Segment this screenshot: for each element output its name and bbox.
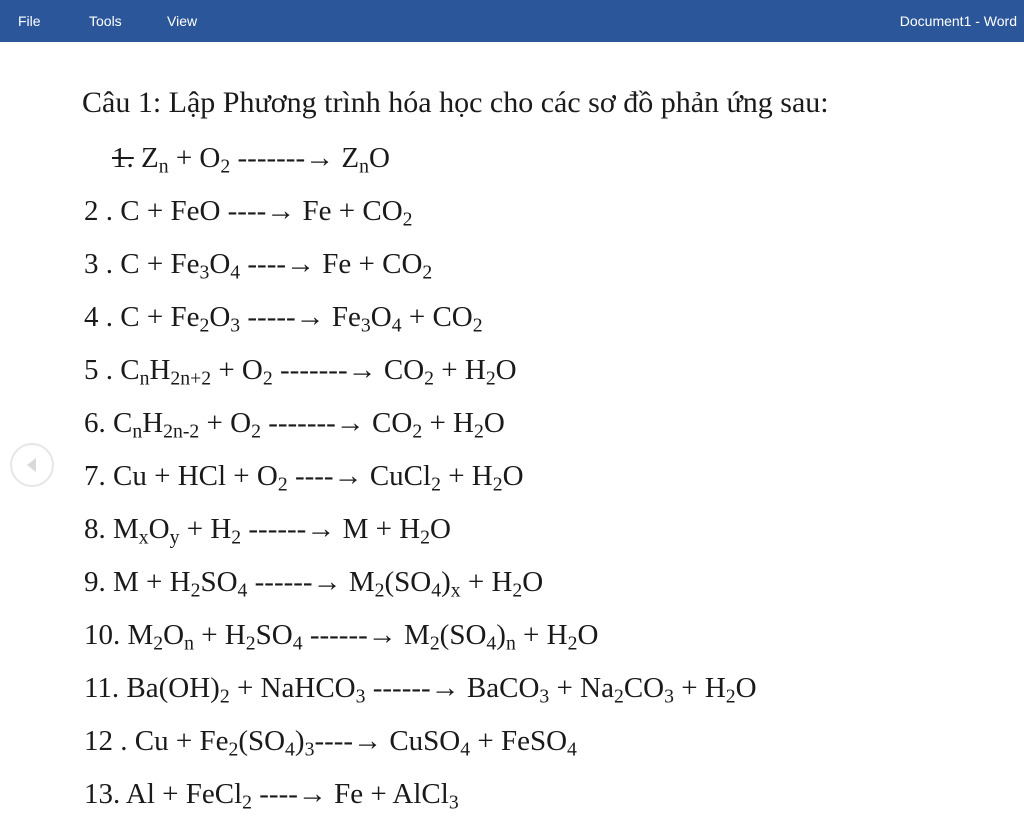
document-page xyxy=(0,42,1024,822)
equation-4: 4 . $C + Fe_2O_3$ -----→ $Fe_3O_4 + CO_2$ xyxy=(84,301,483,337)
equation-13: 13. Al + FeCl$_2$ ----→ Fe + AlCl$_3$ xyxy=(84,778,459,814)
equation-12: 12 . $Cu + Fe_2(SO_4)_3----\to$ CuSO$_4$ + FeSO$_4$ xyxy=(84,725,577,761)
equation-1: 1. $Z_n + O_2$ -------→ $Z_nO$ xyxy=(112,142,390,178)
title-bar xyxy=(0,0,1024,42)
equation-7: 7. Cu + HCl + $O_2$ ----→ CuCl$_2$ + $H_2O$ xyxy=(84,460,524,496)
equation-8: 8. $M_xO_y + H_2$ ------→ $M + H_2O$ xyxy=(84,513,451,549)
equation-11: 11. $Ba(OH)_2$ + NaHCO$_3$ ------→ BaCO$_3$ + $Na_2CO_3 + H_2O$ xyxy=(84,672,757,708)
menu-file[interactable]: File xyxy=(18,13,41,29)
equation-9: 9. $M + H_2SO_4$ ------→ $M_2(SO_4)_x + H_2O$ xyxy=(84,566,544,602)
equation-3: 3 . $C + Fe_3O_4$ ----→ $Fe + CO_2$ xyxy=(84,248,433,284)
menu-tools[interactable]: Tools xyxy=(89,13,122,29)
back-arrow-icon xyxy=(23,456,41,474)
equation-10: 10. $M_2O_n + H_2SO_4$ ------→ $M_2(SO_4)_n + H_2O$ xyxy=(84,619,599,655)
menu-view[interactable]: View xyxy=(167,13,198,29)
equation-6: 6. $C_nH_{2n-2} + O_2$ -------→ $CO_2 + H_2O$ xyxy=(84,407,505,443)
document-title: Document1 - Word xyxy=(899,13,1017,29)
equation-2: 2 . C + FeO ----→ $Fe + CO_2$ xyxy=(84,195,413,231)
previous-page-button[interactable] xyxy=(10,443,54,487)
equation-5: 5 . $C_nH_{2n+2} + O_2$ -------→ $CO_2 + H_2O$ xyxy=(84,354,517,390)
question-heading: Câu 1: Lập Phương trình hóa học cho các sơ đồ phản ứng sau: xyxy=(82,86,829,119)
